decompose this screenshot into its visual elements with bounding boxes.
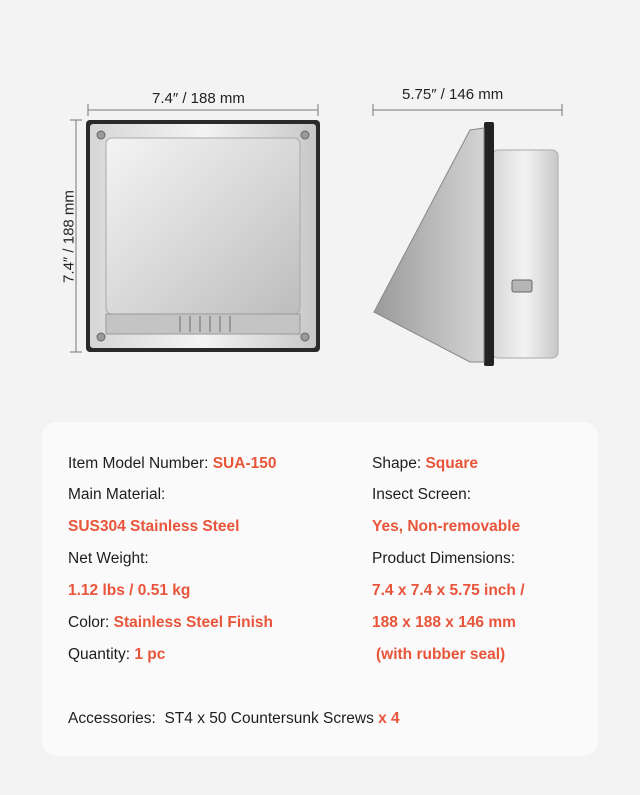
material-value: SUS304 Stainless Steel [68, 518, 240, 535]
product-dims-line3: (with rubber seal) [376, 646, 506, 663]
product-dims-label: Product Dimensions: [372, 550, 516, 567]
screen-value: Yes, Non-removable [372, 518, 521, 535]
color-spec [68, 614, 273, 632]
accessories-spec [68, 710, 400, 728]
color-label: Color: [68, 614, 114, 631]
screen-label: Insect Screen: [372, 486, 472, 503]
accessories-label: Accessories: ST4 x 50 Countersunk Screws [68, 710, 379, 727]
specifications-card [42, 422, 598, 756]
side-depth-label: 5.75″ / 146 mm [402, 86, 504, 103]
front-width-label: 7.4″ / 188 mm [152, 90, 245, 107]
product-dims-line1: 7.4 x 7.4 x 5.75 inch / [372, 582, 525, 599]
color-value: Stainless Steel Finish [113, 614, 274, 631]
quantity-value: 1 pc [134, 646, 166, 663]
material-label: Main Material: [68, 486, 166, 503]
model-value: SUA-150 [212, 455, 277, 472]
side-depth-dimension-line [373, 104, 562, 116]
vent-front-view [86, 120, 320, 352]
vent-side-view [374, 122, 558, 366]
shape-spec [372, 455, 478, 473]
model-number [68, 455, 276, 473]
quantity-label: Quantity: [68, 646, 135, 663]
quantity-spec [68, 646, 165, 664]
model-label: Item Model Number: [68, 455, 213, 472]
shape-value: Square [425, 455, 478, 472]
weight-value: 1.12 lbs / 0.51 kg [68, 582, 191, 599]
product-dims-line2: 188 x 188 x 146 mm [372, 614, 516, 631]
weight-label: Net Weight: [68, 550, 149, 567]
shape-label: Shape: [372, 455, 426, 472]
front-height-label: 7.4″ / 188 mm [60, 190, 78, 283]
accessories-value: x 4 [378, 710, 400, 727]
